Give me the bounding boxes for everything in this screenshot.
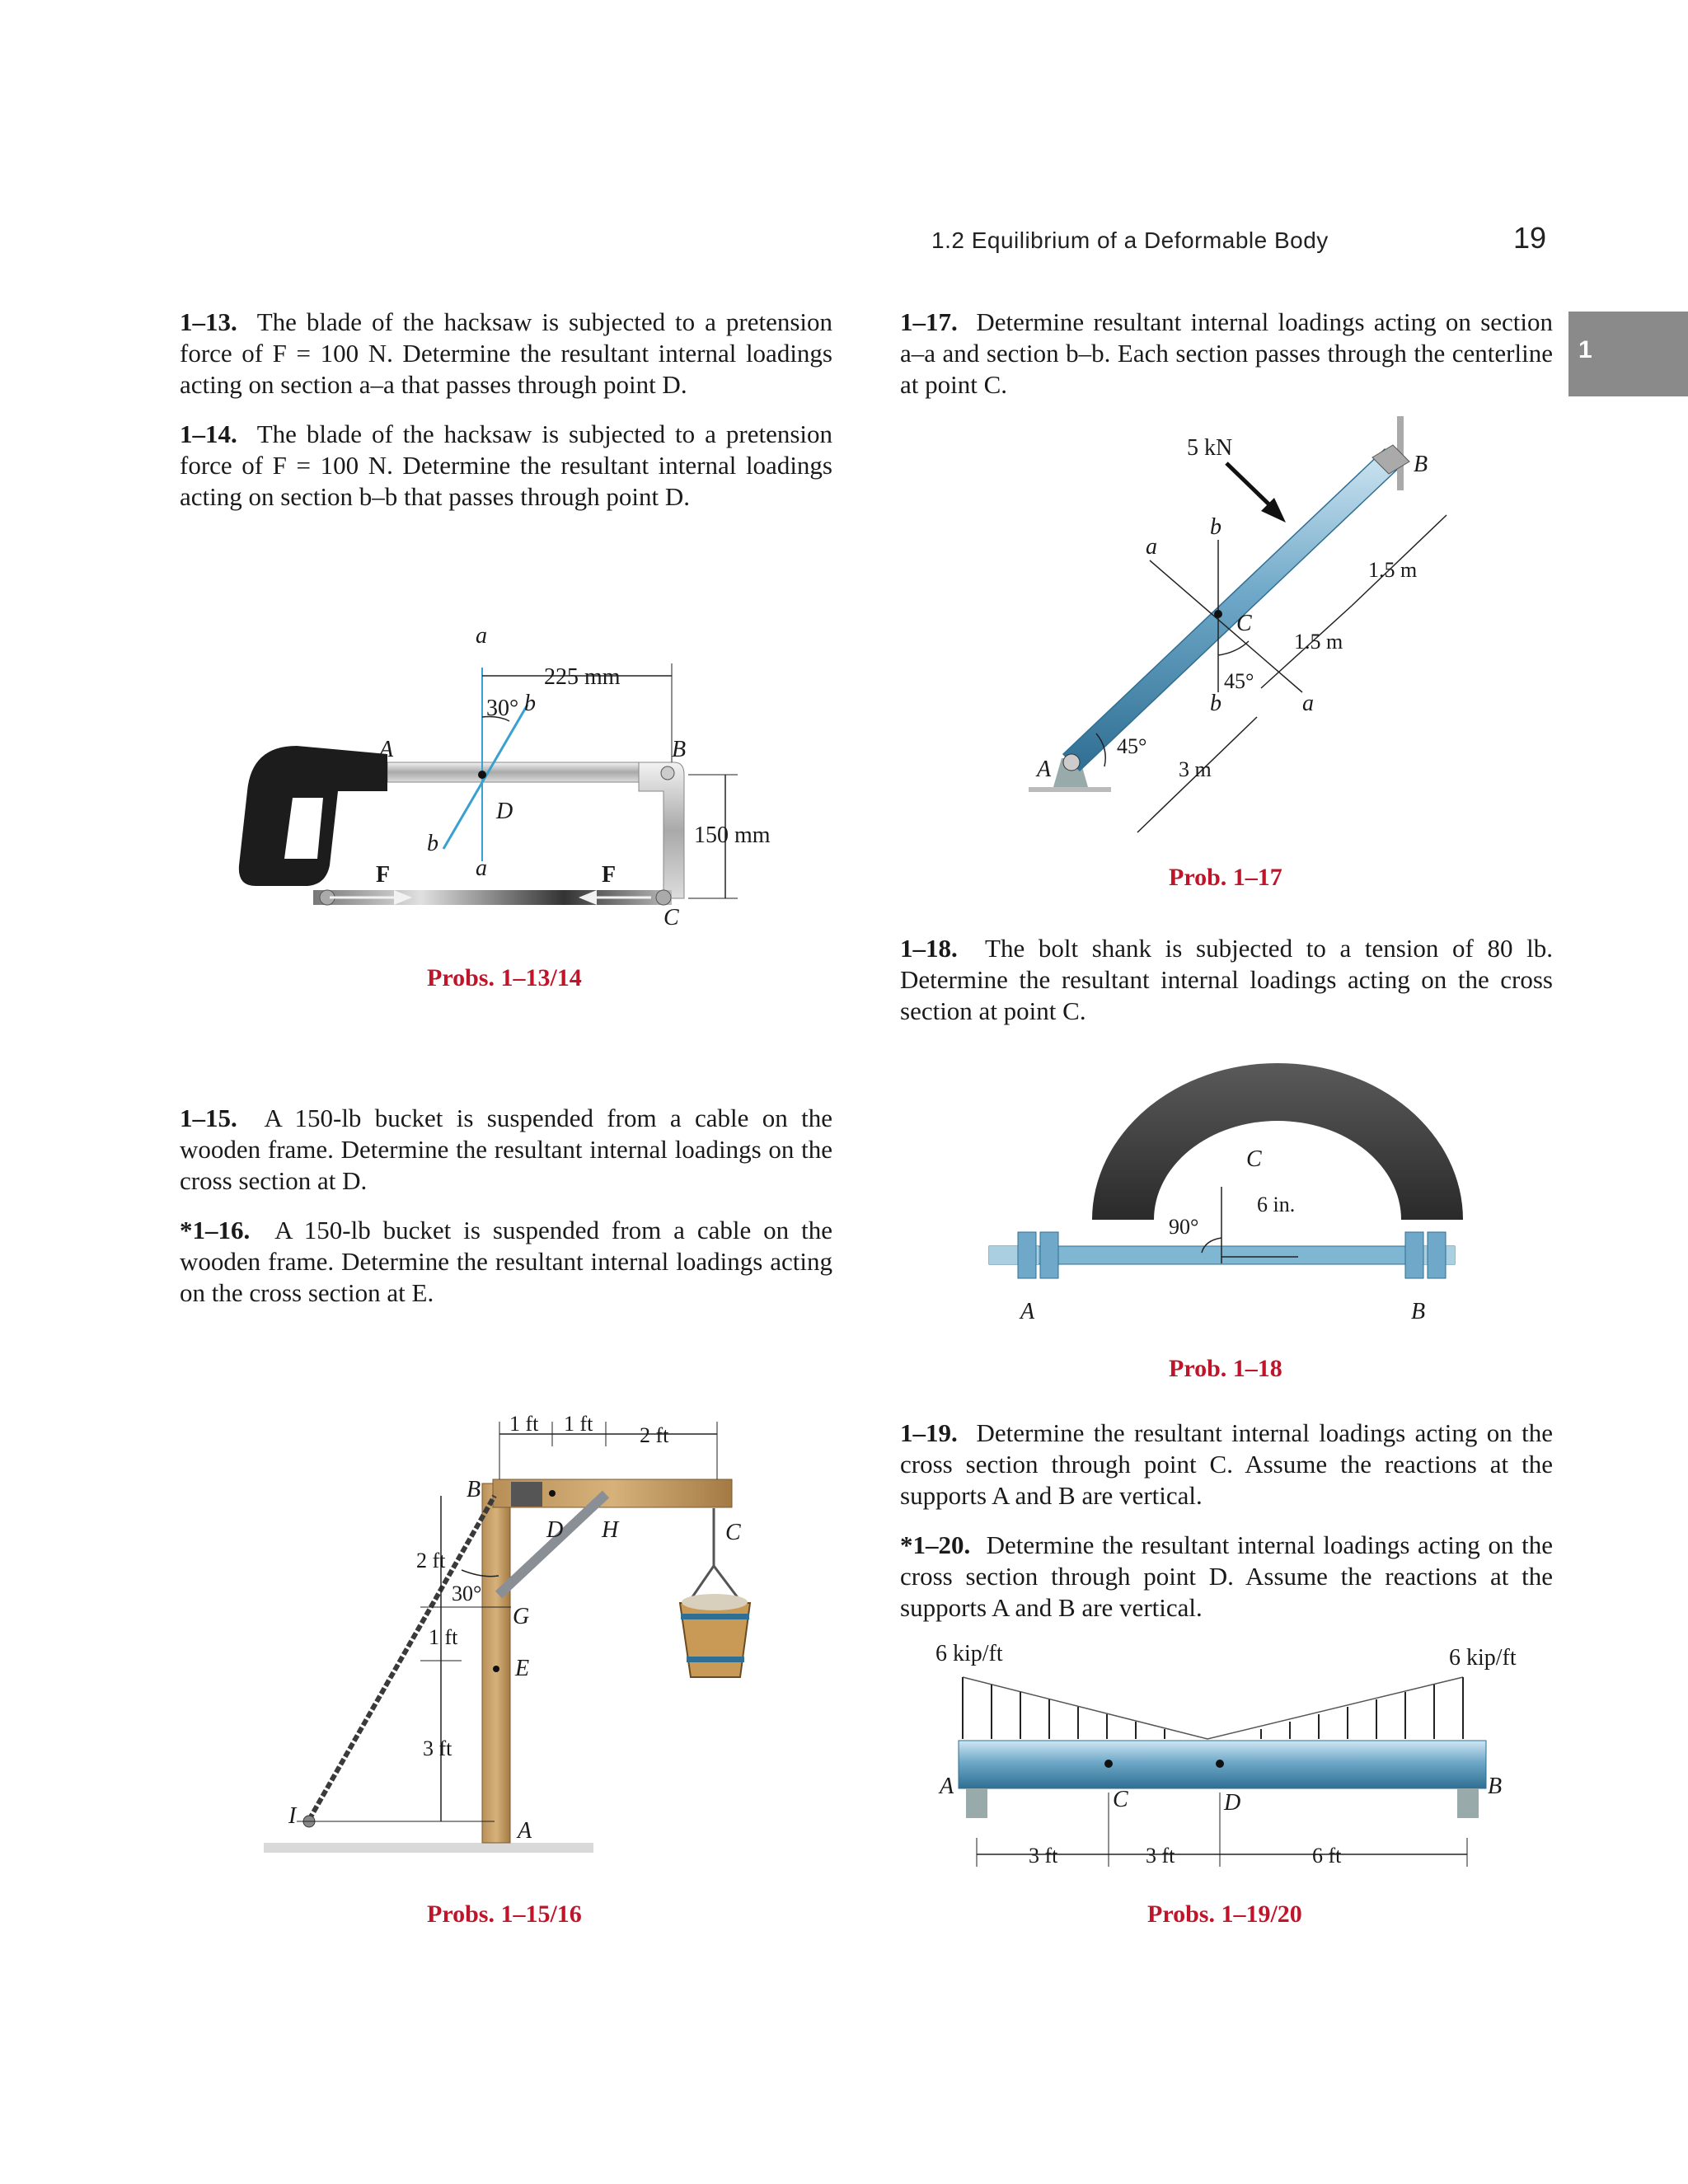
label-C: C [1246, 1146, 1262, 1172]
label-F-left: F [376, 862, 391, 888]
label-90deg: 90° [1169, 1215, 1199, 1239]
label-A: A [1037, 757, 1052, 782]
label-B: B [1411, 1299, 1426, 1324]
problem-number: *1–20. [900, 1530, 971, 1559]
label-A: A [379, 737, 394, 762]
label-C: C [725, 1520, 741, 1545]
label-a-top: a [1146, 534, 1157, 560]
label-A: A [940, 1774, 954, 1799]
label-I: I [288, 1803, 297, 1829]
label-1-5m-lower: 1.5 m [1294, 630, 1343, 654]
problem-text: The blade of the hacksaw is subjected to a pretension force of F = 100 N. Determine the resultant internal loadings acting on section b–b that passes through point D. [180, 419, 833, 511]
label-H: H [602, 1517, 619, 1543]
label-D: D [546, 1517, 564, 1543]
load-arrows-left [963, 1677, 1165, 1739]
problem-number: 1–19. [900, 1418, 958, 1447]
label-5kn: 5 kN [1187, 435, 1233, 461]
label-3ft-a: 3 ft [1029, 1844, 1058, 1868]
caption-prob-18: Prob. 1–18 [1169, 1355, 1282, 1382]
label-C: C [663, 905, 679, 930]
label-225mm: 225 mm [544, 664, 621, 690]
support-a [966, 1788, 987, 1818]
label-F-right: F [602, 862, 617, 888]
label-1ft-b: 1 ft [564, 1412, 593, 1436]
label-b-top: b [524, 691, 536, 716]
problem-text: Determine the resultant internal loadings acting on the cross section through point C. Assume the reactions at the supports A and B are vertical. [900, 1418, 1554, 1510]
label-B: B [672, 737, 687, 762]
problem-text: A 150-lb bucket is suspended from a cable on the wooden frame. Determine the resultant internal loadings on the cross section at D. [180, 1104, 833, 1195]
problem-text: The bolt shank is subjected to a tension of 80 lb. Determine the resultant internal loadings acting on the cross section at point C. [900, 934, 1553, 1025]
label-3ft-left: 3 ft [423, 1736, 452, 1760]
label-b-top: b [1210, 514, 1221, 540]
label-b-bot: b [427, 831, 438, 856]
label-30deg: 30° [486, 696, 519, 721]
label-3ft-b: 3 ft [1146, 1844, 1175, 1868]
problem-number: 1–14. [180, 419, 237, 448]
load-arrows-right [1261, 1677, 1463, 1739]
label-45deg-c: 45° [1224, 669, 1254, 693]
problem-number: 1–15. [180, 1104, 237, 1132]
label-1-5m-upper: 1.5 m [1368, 558, 1418, 582]
label-45deg-a: 45° [1117, 734, 1147, 758]
label-B: B [1414, 452, 1428, 477]
caption-probs-13-14: Probs. 1–13/14 [427, 964, 582, 991]
label-2ft-left: 2 ft [416, 1549, 446, 1572]
label-6ft: 6 ft [1312, 1844, 1342, 1868]
point-d-dot [1216, 1760, 1224, 1768]
label-1ft-left: 1 ft [429, 1625, 458, 1649]
support-b [1457, 1788, 1479, 1818]
label-b-bot: b [1210, 691, 1221, 716]
problem-text: A 150-lb bucket is suspended from a cable on the wooden frame. Determine the resultant internal loadings acting on the cross section at E. [180, 1216, 832, 1307]
problem-text: Determine the resultant internal loadings acting on the cross section through point D. Assume the reactions at the supports A and B are vertical. [900, 1530, 1553, 1622]
problem-number: 1–18. [900, 934, 958, 963]
chapter-number: 1 [1578, 336, 1592, 363]
label-2ft-top: 2 ft [640, 1423, 669, 1447]
problem-text: The blade of the hacksaw is subjected to a pretension force of F = 100 N. Determine the resultant internal loadings acting on section a–a that passes through point D. [180, 307, 833, 399]
label-w-right: 6 kip/ft [1449, 1645, 1517, 1671]
label-A: A [518, 1818, 532, 1844]
label-6in: 6 in. [1257, 1193, 1296, 1216]
label-3m: 3 m [1179, 757, 1212, 781]
label-150mm: 150 mm [694, 823, 771, 848]
problem-text: Determine resultant internal loadings acting on section a–a and section b–b. Each section passes through the centerline at point C. [900, 307, 1554, 399]
label-D: D [496, 799, 513, 824]
problem-number: 1–13. [180, 307, 237, 336]
caption-prob-17: Prob. 1–17 [1169, 864, 1282, 891]
label-C: C [1113, 1787, 1128, 1812]
label-a-bot: a [1302, 691, 1314, 716]
load-profile [963, 1677, 1463, 1739]
label-a-top: a [476, 623, 487, 649]
label-E: E [515, 1656, 530, 1681]
label-w-left: 6 kip/ft [935, 1641, 1003, 1666]
section-title: 1.2 Equilibrium of a Deformable Body [931, 227, 1329, 253]
page-number: 19 [1513, 221, 1547, 255]
problem-number: 1–17. [900, 307, 958, 336]
label-B: B [467, 1477, 481, 1502]
label-A: A [1020, 1299, 1035, 1324]
caption-probs-19-20: Probs. 1–19/20 [1147, 1900, 1302, 1928]
caption-probs-15-16: Probs. 1–15/16 [427, 1900, 582, 1928]
problem-number: *1–16. [180, 1216, 251, 1244]
label-1ft-a: 1 ft [509, 1412, 539, 1436]
point-c-dot [1104, 1760, 1113, 1768]
label-a-bot: a [476, 855, 487, 881]
label-G: G [513, 1604, 530, 1629]
label-C: C [1236, 611, 1252, 636]
label-D: D [1224, 1790, 1241, 1816]
label-30deg: 30° [452, 1582, 482, 1605]
label-B: B [1488, 1774, 1503, 1799]
